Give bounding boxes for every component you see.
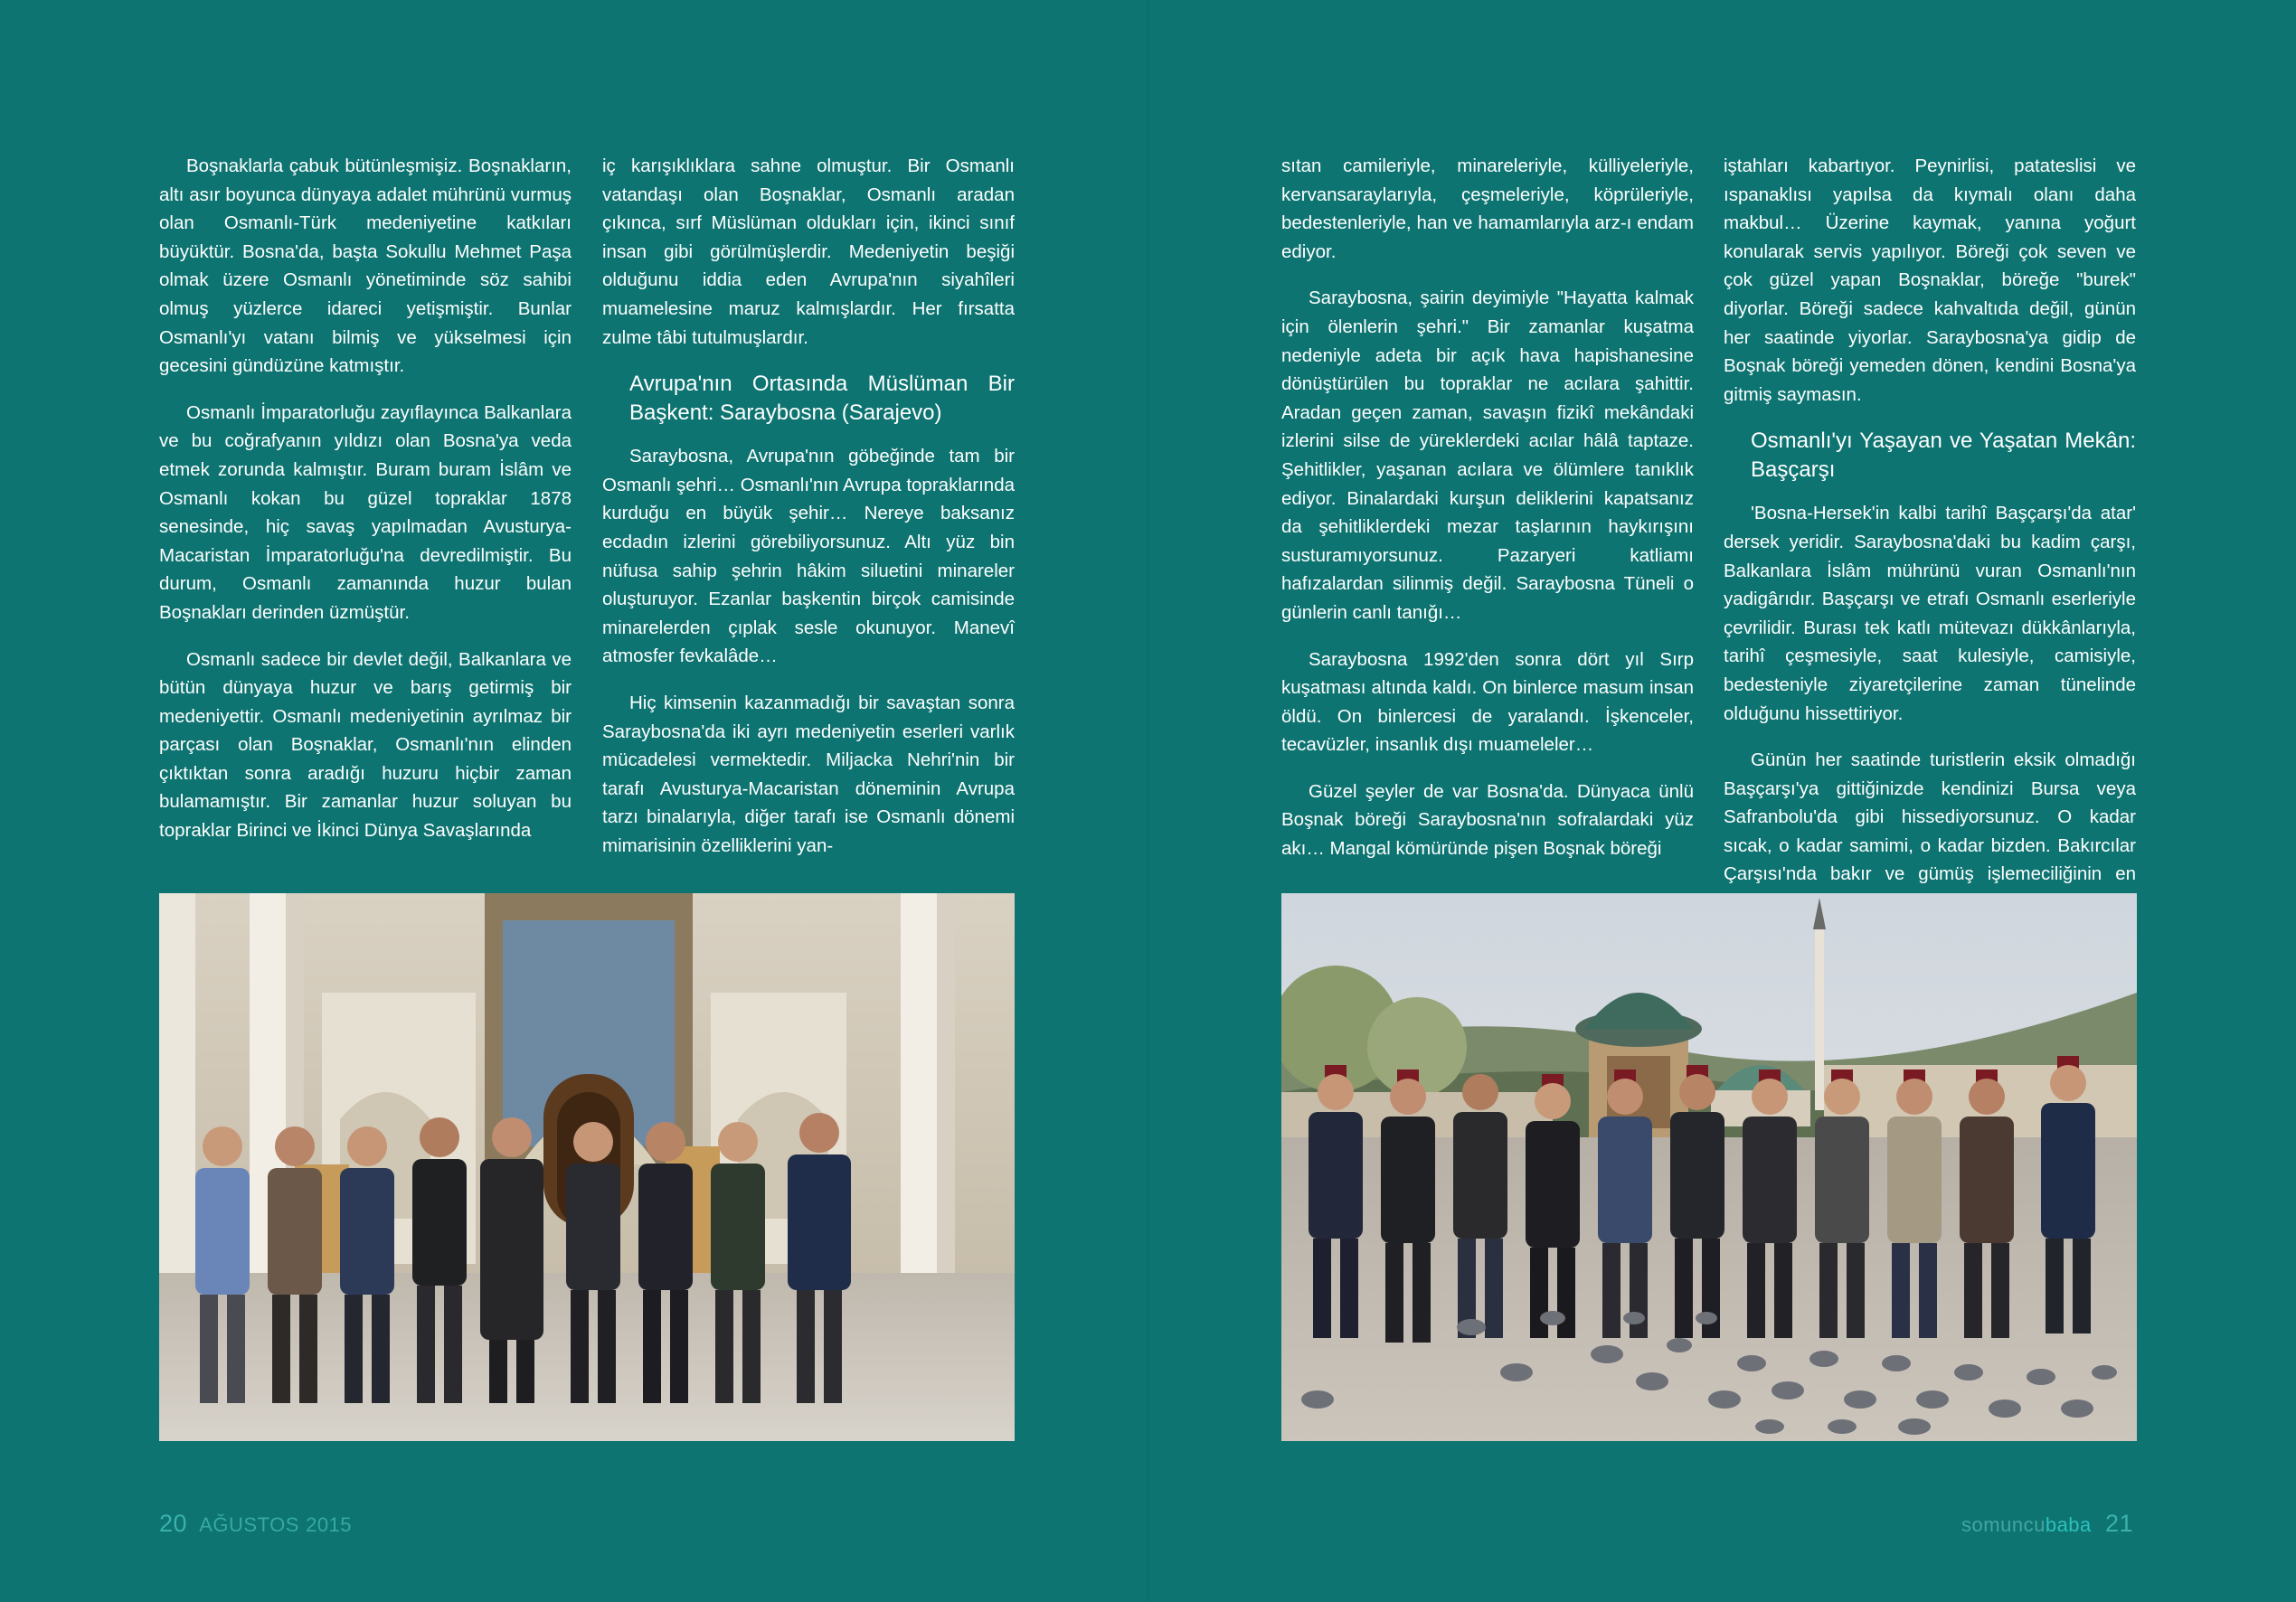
page-folio-left xyxy=(159,1510,352,1539)
paragraph: iç karışıklıklara sahne olmuştur. Bir Osmanlı vatandaşı olan Boşnaklar, Osmanlı aradan çıkınca, sırf Müslüman oldukları için, ikinci sınıf insan gibi görülmüşlerdir. Medeniyetin beşiği olduğunu iddia eden Avrupa'nın siyahîleri muamelesine maruz kalmışlardır. Her fırsatta zulme tâbi tutulmuşlardır. xyxy=(602,155,1015,348)
right-page xyxy=(1148,0,2296,1602)
paragraph: 'Bosna-Hersek'in kalbi tarihî Başçarşı'da atar' dersek yeridir. Saraybosna'daki bu kadim çarşı, Balkanlara İslâm mührünü vuran Osmanlı'nın yadigârıdır. Başçarşı ve etrafı Osmanlı eserleriyle çevrilidir. Burası tek katlı mütevazı dükkânlarıyla, tarihî çeşmesiyle, saat kulesiyle, camisiyle, bedesteniyle ziyaretçilerine zaman tünelinde olduğunu hissettiriyor. xyxy=(1724,503,2136,724)
mosque-group-illustration xyxy=(159,893,1015,1441)
issue-year: 2015 xyxy=(306,1513,353,1536)
issue-month: AĞUSTOS xyxy=(199,1513,299,1536)
paragraph: Günün her saatinde turistlerin eksik olmadığı Başçarşı'ya gittiğinizde kendinizi Bursa veya Safranbolu'da gibi hissediyorsunuz. O kadar sıcak, o kadar samimi, o kadar bizden. Bakırcılar Çarşısı'nda bakır ve gümüş işlemeciliğinin en xyxy=(1724,749,2136,885)
paragraph: Osmanlı sadece bir devlet değil, Balkanlara ve bütün dünyaya huzur ve barış getirmiş bir medeniyettir. Osmanlı medeniyetinin ayrılmaz bir parçası olan Boşnaklar, Osmanlı'nın elinden çıktıktan sonra aradığı huzuru hiçbir zaman bulamamıştır. Bir zamanlar huzur soluyan bu topraklar Birinci ve İkinci Dünya Savaşlarında xyxy=(159,648,572,842)
paragraph: iştahları kabartıyor. Peynirlisi, patateslisi ve ıspanaklısı yapılsa da kıymalı olanı daha makbul… Üzerine kaymak, yanına yoğurt konularak servis yapılıyor. Böreği çok seven ve çok güzel yapan Boşnaklar, böreğe "burek" diyorlar. Böreği sadece kahvaltıda değil, günün her saatinde yiyorlar. Saraybosna'ya gidip de Boşnak böreği yemeden dönen, kendini Bosna'ya gitmiş saymasın. xyxy=(1724,155,2136,405)
paragraph: Boşnaklarla çabuk bütünleşmişiz. Boşnakların, altı asır boyunca dünyaya adalet mührünü vurmuş olan Osmanlı-Türk medeniyetine katkıları büyüktür. Bosna'da, başta Sokullu Mehmet Paşa olmak üzere Osmanlı yönetiminde söz sahibi olmuş yüzlerce idareci yetişmiştir. Bunlar Osmanlı'yı vatanı bilmiş ve yükselmesi için gecesini gündüzüne katmıştır. xyxy=(159,155,572,377)
brand-logo-part2: baba xyxy=(2045,1513,2092,1536)
paragraph: sıtan camileriyle, minareleriyle, külliyeleriyle, kervansaraylarıyla, çeşmeleriyle, köprüleriyle, bedestenleriyle, han ve hamamlarıyla arz-ı endam ediyor. xyxy=(1281,155,1694,262)
right-column-2 xyxy=(1724,152,2136,936)
page-folio-right xyxy=(1961,1510,2133,1539)
brand-logo-part1: somuncu xyxy=(1961,1513,2046,1536)
page-number: 20 xyxy=(159,1510,188,1537)
left-column-2 xyxy=(602,152,1015,878)
paragraph: Saraybosna, şairin deyimiyle "Hayatta kalmak için ölenlerin şehri." Bir zamanlar kuşatma nedeniyle adeta bir açık hava hapishanesine dönüştürülen bu topraklar ne acılara şahittir. Aradan geçen zaman, savaşın fizikî mekândaki izlerini silse de yüreklerdeki acılar hâlâ taptaze. Şehitlikler, yaşanan acılara ve ölümlere tanıklık ediyor. Binalardaki kurşun deliklerini kapatsanız da şehitliklerdeki mezar taşlarının haykırışını susturamıyorsunuz. Pazaryeri katliamı hafızalardan silinmiş değil. Saraybosna Tüneli o günlerin canlı tanığı… xyxy=(1281,287,1694,623)
paragraph: Hiç kimsenin kazanmadığı bir savaştan sonra Saraybosna'da iki ayrı medeniyetin eserleri varlık mücadelesi vermektedir. Miljacka Nehri'nin bir tarafı Avusturya-Macaristan döneminin Avrupa tarzı binalarıyla, diğer tarafı ise Osmanlı dönemi mimarisinin özelliklerini yan- xyxy=(602,692,1015,856)
page-number: 21 xyxy=(2104,1510,2133,1537)
paragraph: Güzel şeyler de var Bosna'da. Dünyaca ünlü Boşnak böreği Saraybosna'nın sofralardaki yüz akı… Mangal kömüründe pişen Boşnak böreği xyxy=(1281,780,1694,860)
section-heading: Avrupa'nın Ortasında Müslüman Bir Başkent: Saraybosna (Sarajevo) xyxy=(629,372,1015,426)
paragraph: Saraybosna, Avrupa'nın göbeğinde tam bir Osmanlı şehri… Osmanlı'nın Avrupa topraklarında kurduğu en büyük şehir… Nereye baksanız ecdadın izlerini görebiliyorsunuz. Altı yüz bin nüfusa sahip şehrin hâkim siluetini minareler oluşturuyor. Ezanlar başkentin birçok camisinde minarelerden çıplak sesle okunuyor. Manevî atmosfer fevkalâde… xyxy=(602,446,1015,667)
paragraph: Saraybosna 1992'den sonra dört yıl Sırp kuşatması altında kaldı. On binlerce masum insan öldü. On binlercesi de yaralandı. İşkenceler, tecavüzler, insanlık dışı muameleler… xyxy=(1281,648,1694,756)
left-column-1 xyxy=(159,152,572,863)
section-heading: Osmanlı'yı Yaşayan ve Yaşatan Mekân: Başçarşı xyxy=(1751,429,2136,483)
group-photo-bascarsi xyxy=(1281,893,2137,1441)
group-photo-mosque xyxy=(159,893,1015,1441)
paragraph: Osmanlı İmparatorluğu zayıflayınca Balkanlara ve bu coğrafyanın yıldızı olan Bosna'ya veda etmek zorunda kalmıştır. Buram buram İslâm ve Osmanlı kokan bu güzel topraklar 1878 senesinde, hiç savaş yapılmadan Avusturya-Macaristan İmparatorluğu'na devredilmiştir. Bu durum, Osmanlı zamanında huzur bulan Boşnakları derinden üzmüştür. xyxy=(159,401,572,623)
bascarsi-group-illustration xyxy=(1281,893,2137,1441)
right-column-1 xyxy=(1281,152,1694,881)
